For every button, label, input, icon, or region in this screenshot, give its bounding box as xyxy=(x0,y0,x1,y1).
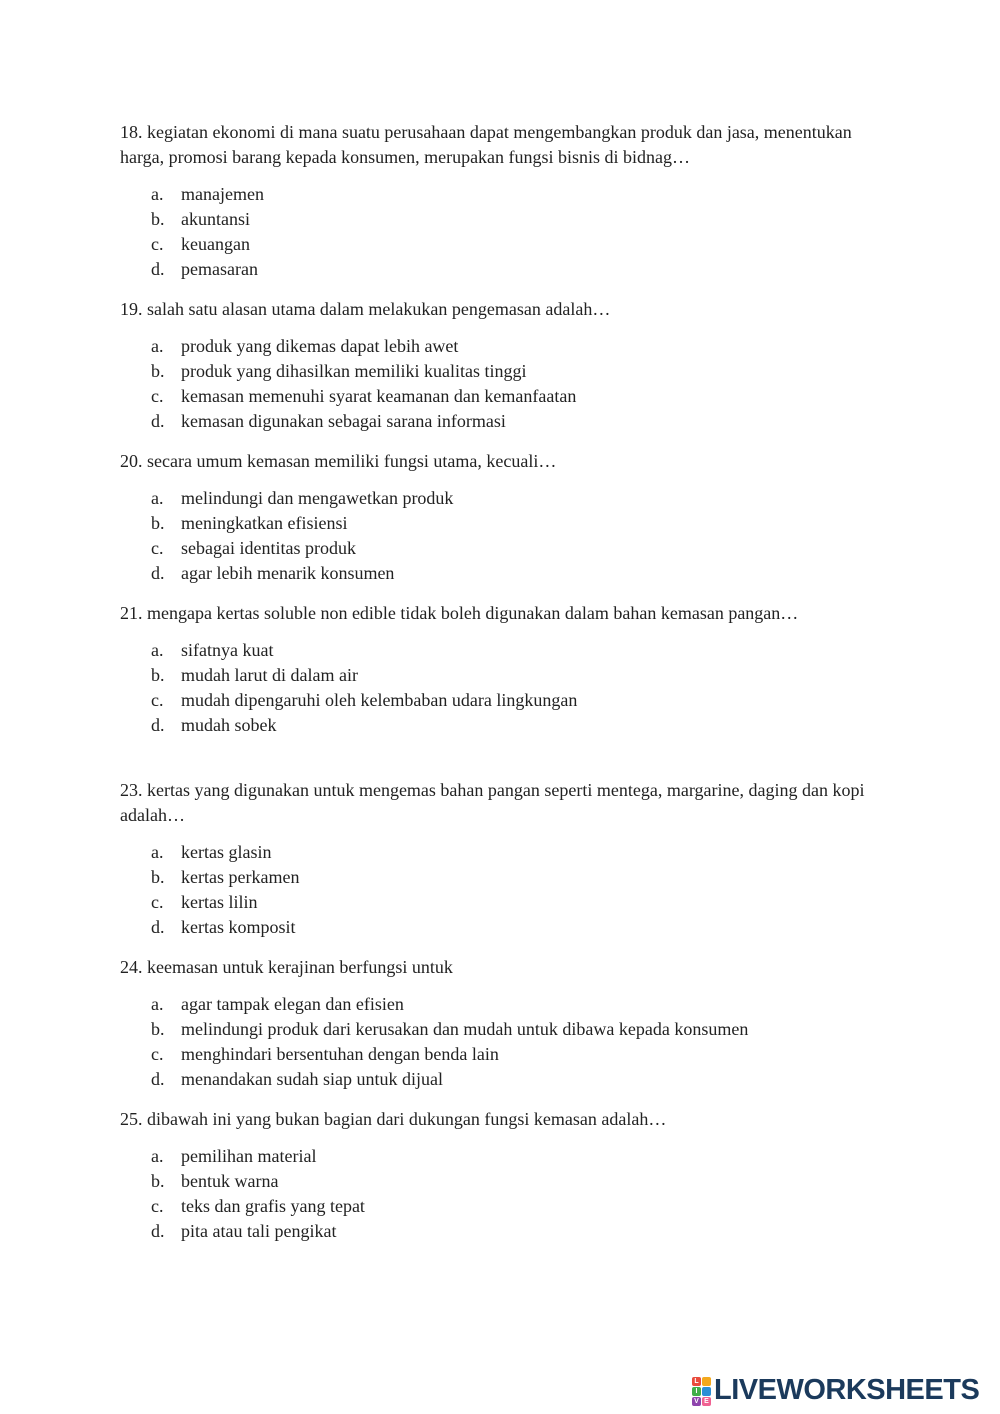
option-letter: d. xyxy=(151,563,165,583)
option-d xyxy=(120,257,880,282)
option-list xyxy=(120,486,880,586)
option-text: kemasan digunakan sebagai sarana informasi xyxy=(181,411,506,431)
option-d xyxy=(120,409,880,434)
option-list xyxy=(120,992,880,1092)
option-text: akuntansi xyxy=(181,209,250,229)
option-list xyxy=(120,182,880,282)
option-b xyxy=(120,663,880,688)
option-text: teks dan grafis yang tepat xyxy=(181,1196,365,1216)
option-letter: c. xyxy=(151,1196,164,1216)
option-a xyxy=(120,334,880,359)
option-letter: a. xyxy=(151,842,164,862)
option-b xyxy=(120,1017,880,1042)
option-text: keuangan xyxy=(181,234,250,254)
option-letter: a. xyxy=(151,336,164,356)
option-c xyxy=(120,1194,880,1219)
option-b xyxy=(120,207,880,232)
option-list xyxy=(120,840,880,940)
question-18 xyxy=(120,120,880,282)
option-letter: d. xyxy=(151,715,165,735)
option-list xyxy=(120,638,880,738)
option-list xyxy=(120,1144,880,1244)
option-letter: b. xyxy=(151,1171,165,1191)
option-letter: a. xyxy=(151,184,164,204)
option-text: agar lebih menarik konsumen xyxy=(181,563,395,583)
option-text: bentuk warna xyxy=(181,1171,279,1191)
option-text: menghindari bersentuhan dengan benda lain xyxy=(181,1044,499,1064)
option-text: agar tampak elegan dan efisien xyxy=(181,994,404,1014)
option-d xyxy=(120,1067,880,1092)
option-letter: a. xyxy=(151,488,164,508)
option-a xyxy=(120,840,880,865)
option-letter: a. xyxy=(151,994,164,1014)
question-text: 18. kegiatan ekonomi di mana suatu perusahaan dapat mengembangkan produk dan jasa, menentukan harga, promosi barang kepada konsumen, merupakan fungsi bisnis di bidnag… xyxy=(120,122,852,167)
question-25 xyxy=(120,1107,880,1244)
option-c xyxy=(120,688,880,713)
option-a xyxy=(120,182,880,207)
option-letter: b. xyxy=(151,665,165,685)
liveworksheets-logo xyxy=(692,1374,979,1406)
option-list xyxy=(120,334,880,434)
option-letter: c. xyxy=(151,234,164,254)
option-c xyxy=(120,536,880,561)
option-text: kertas perkamen xyxy=(181,867,300,887)
option-text: kemasan memenuhi syarat keamanan dan kemanfaatan xyxy=(181,386,577,406)
option-letter: c. xyxy=(151,386,164,406)
option-letter: c. xyxy=(151,690,164,710)
option-d xyxy=(120,1219,880,1244)
option-text: pemilihan material xyxy=(181,1146,317,1166)
option-letter: c. xyxy=(151,892,164,912)
option-text: menandakan sudah siap untuk dijual xyxy=(181,1069,443,1089)
option-c xyxy=(120,890,880,915)
option-text: mudah larut di dalam air xyxy=(181,665,358,685)
option-letter: b. xyxy=(151,209,165,229)
option-text: meningkatkan efisiensi xyxy=(181,513,348,533)
option-text: manajemen xyxy=(181,184,264,204)
option-text: kertas komposit xyxy=(181,917,296,937)
option-letter: c. xyxy=(151,1044,164,1064)
option-a xyxy=(120,486,880,511)
option-b xyxy=(120,865,880,890)
option-text: kertas glasin xyxy=(181,842,272,862)
question-text: 24. keemasan untuk kerajinan berfungsi untuk xyxy=(120,957,453,977)
logo-cell: E xyxy=(702,1397,711,1406)
option-text: produk yang dikemas dapat lebih awet xyxy=(181,336,459,356)
question-19 xyxy=(120,297,880,434)
logo-text: LIVEWORKSHEETS xyxy=(714,1374,980,1406)
option-letter: b. xyxy=(151,513,165,533)
logo-cell xyxy=(702,1377,711,1386)
question-20 xyxy=(120,449,880,586)
option-letter: b. xyxy=(151,361,165,381)
option-letter: b. xyxy=(151,1019,165,1039)
option-text: pita atau tali pengikat xyxy=(181,1221,337,1241)
option-letter: d. xyxy=(151,1221,165,1241)
option-letter: c. xyxy=(151,538,164,558)
question-text: 20. secara umum kemasan memiliki fungsi utama, kecuali… xyxy=(120,451,557,471)
option-letter: a. xyxy=(151,640,164,660)
option-text: mudah sobek xyxy=(181,715,277,735)
option-text: mudah dipengaruhi oleh kelembaban udara lingkungan xyxy=(181,690,578,710)
logo-icon xyxy=(692,1377,711,1406)
question-text: 21. mengapa kertas soluble non edible tidak boleh digunakan dalam bahan kemasan pangan… xyxy=(120,603,799,623)
option-text: pemasaran xyxy=(181,259,258,279)
option-b xyxy=(120,359,880,384)
option-d xyxy=(120,713,880,738)
option-b xyxy=(120,1169,880,1194)
option-letter: d. xyxy=(151,917,165,937)
option-a xyxy=(120,992,880,1017)
logo-cell: I xyxy=(692,1387,701,1396)
question-23 xyxy=(120,778,880,940)
option-letter: d. xyxy=(151,411,165,431)
option-letter: a. xyxy=(151,1146,164,1166)
option-a xyxy=(120,638,880,663)
option-letter: d. xyxy=(151,259,165,279)
option-letter: d. xyxy=(151,1069,165,1089)
option-text: kertas lilin xyxy=(181,892,258,912)
option-c xyxy=(120,232,880,257)
option-text: melindungi produk dari kerusakan dan mudah untuk dibawa kepada konsumen xyxy=(181,1019,749,1039)
option-a xyxy=(120,1144,880,1169)
option-d xyxy=(120,915,880,940)
question-text: 25. dibawah ini yang bukan bagian dari dukungan fungsi kemasan adalah… xyxy=(120,1109,667,1129)
option-text: sebagai identitas produk xyxy=(181,538,356,558)
option-text: produk yang dihasilkan memiliki kualitas tinggi xyxy=(181,361,527,381)
option-c xyxy=(120,384,880,409)
question-24 xyxy=(120,955,880,1092)
logo-cell xyxy=(702,1387,711,1396)
option-c xyxy=(120,1042,880,1067)
option-text: sifatnya kuat xyxy=(181,640,274,660)
question-text: 19. salah satu alasan utama dalam melakukan pengemasan adalah… xyxy=(120,299,611,319)
question-text: 23. kertas yang digunakan untuk mengemas bahan pangan seperti mentega, margarine, daging dan kopi adalah… xyxy=(120,780,865,825)
logo-cell: V xyxy=(692,1397,701,1406)
option-text: melindungi dan mengawetkan produk xyxy=(181,488,454,508)
logo-cell: L xyxy=(692,1377,701,1386)
option-letter: b. xyxy=(151,867,165,887)
option-d xyxy=(120,561,880,586)
question-21 xyxy=(120,601,880,738)
option-b xyxy=(120,511,880,536)
